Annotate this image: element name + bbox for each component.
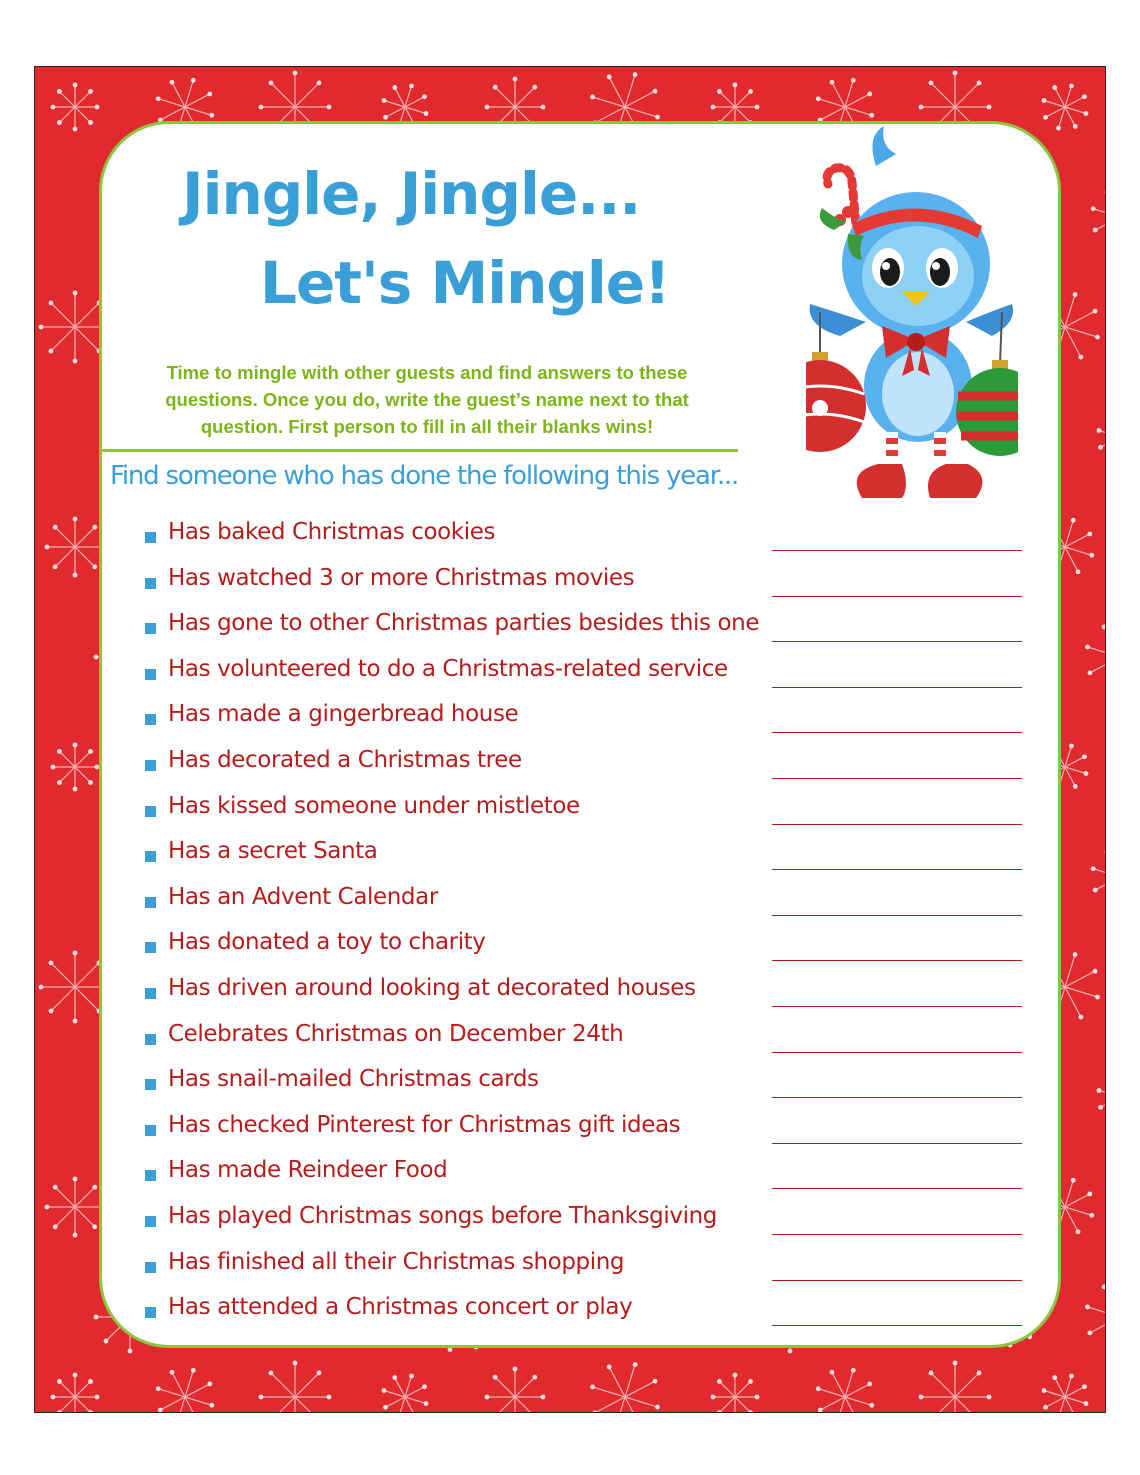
question-item [142,1294,1042,1334]
instructions-text: Time to mingle with other guests and find answers to these questions. Once you do, write the guest’s name next to that question. First person to fill in all their blanks wins! [165,362,689,437]
question-text: Has baked Christmas cookies [168,519,496,545]
question-text: Has an Advent Calendar [168,883,438,910]
question-item [142,1249,1042,1289]
question-text: Has attended a Christmas concert or play [168,1294,633,1321]
question-item [142,929,1042,969]
square-bullet-icon [145,714,156,725]
question-text: Has made Reindeer Food [168,1157,448,1184]
question-item [142,1203,1042,1243]
answer-blank-line[interactable] [772,1325,1022,1326]
question-item [142,747,1042,787]
question-text: Has a secret Santa [168,838,378,865]
question-item [142,610,1042,650]
answer-blank-line[interactable] [772,1143,1022,1144]
title-line-2: Let's Mingle! [260,249,670,317]
answer-blank-line[interactable] [772,960,1022,961]
answer-blank-line[interactable] [772,732,1022,733]
question-item [142,1021,1042,1061]
answer-blank-line[interactable] [772,1280,1022,1281]
question-item [142,656,1042,696]
answer-blank-line[interactable] [772,915,1022,916]
question-text: Has watched 3 or more Christmas movies [168,564,635,591]
question-text: Has played Christmas songs before Thanksgiving [168,1203,717,1229]
question-text: Has finished all their Christmas shopping [168,1248,625,1275]
square-bullet-icon [145,942,156,953]
subheading: Find someone who has done the following this year... [110,461,739,491]
question-text: Has gone to other Christmas parties besides this one [168,610,760,637]
square-bullet-icon [145,897,156,908]
answer-blank-line[interactable] [772,1097,1022,1098]
question-text: Has kissed someone under mistletoe [168,792,580,819]
answer-blank-line[interactable] [772,824,1022,825]
answer-blank-line[interactable] [772,1006,1022,1007]
question-text: Has decorated a Christmas tree [168,747,522,773]
answer-blank-line[interactable] [772,778,1022,779]
question-text: Has driven around looking at decorated houses [168,975,696,1001]
square-bullet-icon [145,1216,156,1227]
question-item [142,1112,1042,1152]
question-text: Has snail-mailed Christmas cards [168,1066,539,1093]
square-bullet-icon [145,1170,156,1181]
square-bullet-icon [145,578,156,589]
square-bullet-icon [145,988,156,999]
question-text: Has donated a toy to charity [168,929,486,956]
title-line-1: Jingle, Jingle... [182,160,641,228]
answer-blank-line[interactable] [772,687,1022,688]
answer-blank-line[interactable] [772,641,1022,642]
bluebird-ornament-illustration [806,126,1018,498]
question-text: Has checked Pinterest for Christmas gift ideas [168,1111,681,1138]
answer-blank-line[interactable] [772,1234,1022,1235]
question-item [142,975,1042,1015]
question-text: Has made a gingerbread house [168,701,519,728]
answer-blank-line[interactable] [772,550,1022,551]
answer-blank-line[interactable] [772,1188,1022,1189]
square-bullet-icon [145,806,156,817]
square-bullet-icon [145,532,156,543]
question-item [142,838,1042,878]
square-bullet-icon [145,1307,156,1318]
question-text: Has volunteered to do a Christmas-related service [168,655,728,682]
answer-blank-line[interactable] [772,596,1022,597]
square-bullet-icon [145,1034,156,1045]
square-bullet-icon [145,1262,156,1273]
question-item [142,565,1042,605]
square-bullet-icon [145,760,156,771]
square-bullet-icon [145,669,156,680]
square-bullet-icon [145,1125,156,1136]
question-item [142,519,1042,559]
square-bullet-icon [145,851,156,862]
question-item [142,884,1042,924]
answer-blank-line[interactable] [772,869,1022,870]
square-bullet-icon [145,623,156,634]
question-item [142,701,1042,741]
question-item [142,793,1042,833]
question-text: Celebrates Christmas on December 24th [168,1020,624,1047]
question-item [142,1066,1042,1106]
answer-blank-line[interactable] [772,1052,1022,1053]
question-item [142,1157,1042,1197]
square-bullet-icon [145,1079,156,1090]
